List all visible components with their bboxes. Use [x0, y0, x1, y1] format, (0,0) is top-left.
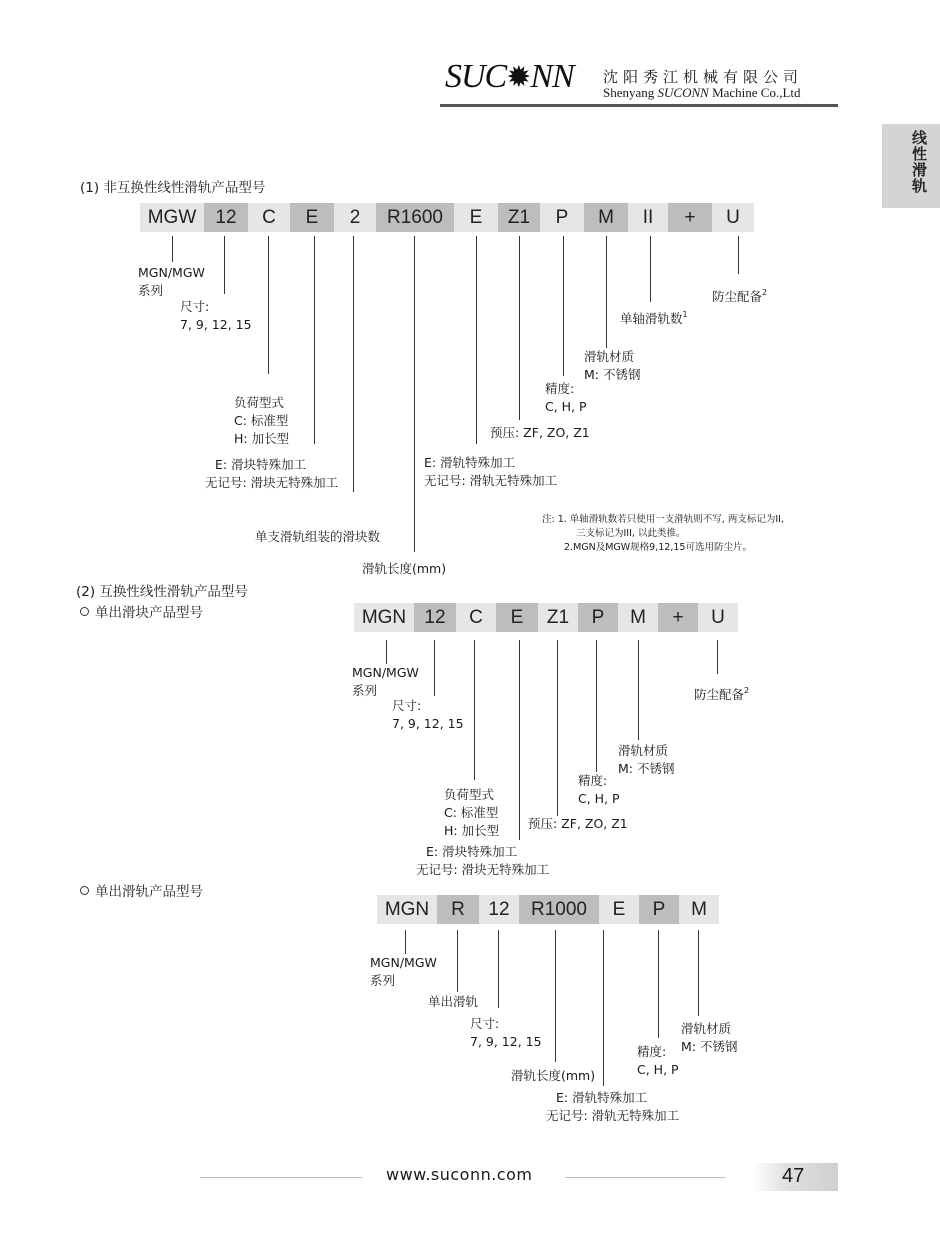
leader-line — [434, 640, 435, 696]
code-cell: U — [698, 603, 738, 632]
label-rail-length: 滑轨长度(mm) — [362, 561, 447, 576]
company-logo: SUC✹NN — [445, 58, 574, 95]
code-cell: 12 — [414, 603, 456, 632]
code-cell: 2 — [334, 203, 376, 232]
label-material: 滑轨材质 M: 不锈钢 — [584, 349, 641, 382]
label-rail-length: 滑轨长度(mm) — [511, 1068, 596, 1083]
code-cell: 12 — [479, 895, 519, 924]
leader-line — [353, 236, 354, 492]
leader-line — [498, 930, 499, 1008]
label-load-type: 负荷型式 C: 标准型 H: 加长型 — [444, 787, 500, 838]
company-name-cn: 沈阳秀江机械有限公司 — [603, 68, 804, 86]
leader-line — [638, 640, 639, 740]
leader-line — [386, 640, 387, 664]
label-material: 滑轨材质 M: 不锈钢 — [681, 1021, 738, 1054]
label-precision: 精度: C, H, P — [637, 1044, 679, 1077]
code-cell: U — [712, 203, 754, 232]
page-number-box — [752, 1163, 838, 1191]
leader-line — [519, 640, 520, 840]
leader-line — [738, 236, 739, 274]
label-rail-machining: E: 滑轨特殊加工 无记号: 滑轨无特殊加工 — [424, 455, 558, 488]
code-cell: M — [618, 603, 658, 632]
label-block-machining: E: 滑块特殊加工 无记号: 滑块无特殊加工 — [416, 844, 550, 877]
code-cell: P — [639, 895, 679, 924]
code-cell: + — [668, 203, 712, 232]
leader-line — [224, 236, 225, 294]
code-cell: R — [437, 895, 479, 924]
code-cell: M — [584, 203, 628, 232]
code-cell: MGW — [140, 203, 204, 232]
label-precision: 精度: C, H, P — [545, 381, 587, 414]
code-cell: M — [679, 895, 719, 924]
code-cell: C — [456, 603, 496, 632]
leader-line — [563, 236, 564, 376]
leader-line — [603, 930, 604, 1086]
footer-rule-right — [565, 1177, 725, 1178]
company-name-en: Shenyang SUCONN Machine Co.,Ltd — [603, 85, 801, 100]
gear-icon: ✹ — [506, 61, 531, 94]
label-series: MGN/MGW 系列 — [138, 265, 205, 298]
code-cell: 12 — [204, 203, 248, 232]
code-cell: II — [628, 203, 668, 232]
label-size: 尺寸: 7, 9, 12, 15 — [180, 299, 252, 332]
leader-line — [268, 236, 269, 374]
label-preload: 预压: ZF, ZO, Z1 — [528, 816, 628, 831]
page-number: 47 — [782, 1165, 805, 1187]
leader-line — [717, 640, 718, 674]
leader-line — [314, 236, 315, 444]
code-cell: E — [454, 203, 498, 232]
leader-line — [474, 640, 475, 780]
label-load-type: 负荷型式 C: 标准型 H: 加长型 — [234, 395, 290, 446]
circle-bullet-icon — [80, 886, 89, 895]
leader-line — [658, 930, 659, 1038]
code-cell: R1600 — [376, 203, 454, 232]
leader-line — [476, 236, 477, 444]
code-cell: E — [599, 895, 639, 924]
leader-line — [405, 930, 406, 954]
section1-title: (1) 非互换性线性滑轨产品型号 — [80, 180, 266, 196]
leader-line — [414, 236, 415, 552]
leader-line — [557, 640, 558, 816]
label-rail-count: 单轴滑轨数$^1$ — [620, 310, 688, 326]
label-series: MGN/MGW 系列 — [352, 665, 419, 698]
header-rule — [440, 104, 838, 107]
code-cell: E — [290, 203, 334, 232]
leader-line — [519, 236, 520, 420]
code-cell: R1000 — [519, 895, 599, 924]
side-tab-label: 线性滑轨 — [910, 130, 928, 194]
label-block-count: 单支滑轨组装的滑块数 — [255, 529, 381, 544]
section2-title: (2) 互换性线性滑轨产品型号 — [76, 584, 248, 600]
code-cell: P — [540, 203, 584, 232]
leader-line — [172, 236, 173, 262]
label-dust-protection: 防尘配备$^2$ — [712, 288, 768, 304]
side-tab — [882, 124, 940, 208]
leader-line — [698, 930, 699, 1016]
leader-line — [606, 236, 607, 348]
label-block-machining: E: 滑块特殊加工 无记号: 滑块无特殊加工 — [205, 457, 339, 490]
subsection-block-title: 单出滑块产品型号 — [80, 601, 203, 621]
code-cell: E — [496, 603, 538, 632]
code-cell: Z1 — [538, 603, 578, 632]
footer-url[interactable]: www.suconn.com — [386, 1165, 533, 1184]
label-material: 滑轨材质 M: 不锈钢 — [618, 743, 675, 776]
code-cell: MGN — [354, 603, 414, 632]
code-cell: Z1 — [498, 203, 540, 232]
leader-line — [555, 930, 556, 1062]
leader-line — [457, 930, 458, 992]
label-rail-machining: E: 滑轨特殊加工 无记号: 滑轨无特殊加工 — [546, 1090, 680, 1123]
label-preload: 预压: ZF, ZO, Z1 — [490, 425, 590, 440]
label-size: 尺寸: 7, 9, 12, 15 — [392, 698, 464, 731]
subsection-rail-title: 单出滑轨产品型号 — [80, 880, 203, 900]
leader-line — [650, 236, 651, 302]
label-series: MGN/MGW 系列 — [370, 955, 437, 988]
label-dust-protection: 防尘配备$^2$ — [694, 686, 750, 702]
code-cell: P — [578, 603, 618, 632]
code-cell: C — [248, 203, 290, 232]
leader-line — [596, 640, 597, 772]
notes: 注: 1. 单轴滑轨数若只使用一支滑轨则不写, 两支标记为II, 三支标记为III, 以此类推。 2.MGN及MGW规格9,12,15可选用防尘片。 — [542, 514, 784, 553]
code-cell: + — [658, 603, 698, 632]
label-single-rail: 单出滑轨 — [428, 994, 479, 1009]
code-cell: MGN — [377, 895, 437, 924]
label-size: 尺寸: 7, 9, 12, 15 — [470, 1016, 542, 1049]
footer-rule-left — [200, 1177, 362, 1178]
label-precision: 精度: C, H, P — [578, 773, 620, 806]
circle-bullet-icon — [80, 607, 89, 616]
